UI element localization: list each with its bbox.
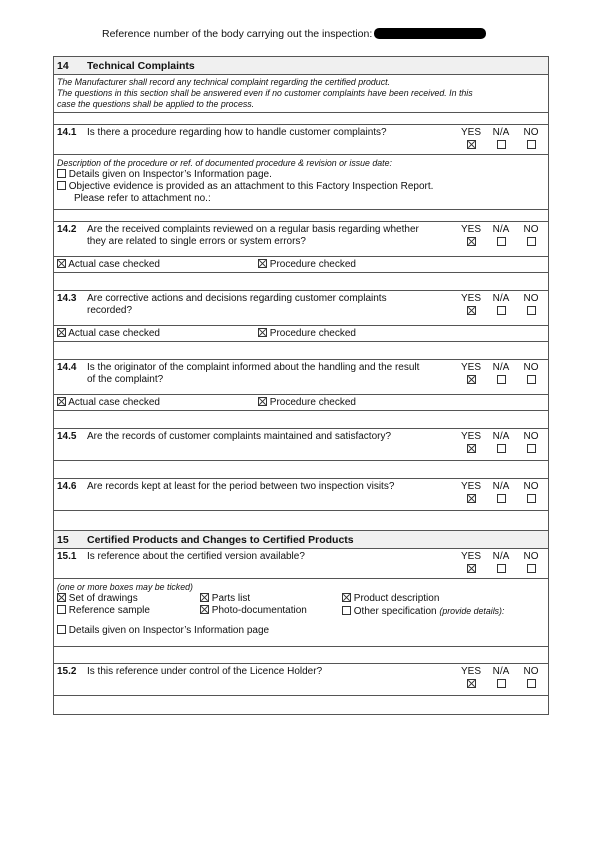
section-15-header <box>54 531 548 549</box>
question-text <box>57 362 457 386</box>
question-text <box>57 224 457 248</box>
question-text <box>57 666 457 678</box>
check-type-row <box>54 257 548 273</box>
yes-checkbox[interactable] <box>467 444 476 453</box>
blank-row <box>54 647 548 664</box>
check-type-row <box>54 326 548 342</box>
set-of-drawings-checkbox[interactable] <box>57 593 66 602</box>
other-specification-checkbox[interactable] <box>342 606 351 615</box>
procedure-label: Procedure checked <box>269 259 356 270</box>
parts-list-checkbox[interactable] <box>200 593 209 602</box>
question-number: 14.5 <box>57 431 77 442</box>
procedure-checkbox[interactable] <box>258 259 267 268</box>
question-text <box>57 481 457 493</box>
question-14-6 <box>54 479 548 511</box>
question-number: 15.1 <box>57 551 77 562</box>
evidence-checkbox[interactable] <box>57 181 66 190</box>
question-number: 14.2 <box>57 224 77 235</box>
blank-row <box>54 210 548 222</box>
question-label: Is the originator of the complaint informed about the handling and the result <box>87 362 420 373</box>
na-header: N/A <box>492 481 510 492</box>
answer-options <box>456 666 548 696</box>
reference-sample-label: Reference sample <box>68 605 150 616</box>
yes-header: YES <box>460 293 481 304</box>
yes-header: YES <box>460 362 481 373</box>
question-label: Are the received complaints reviewed on a regular basis regarding whether <box>87 224 419 235</box>
description-label: Description of the procedure or ref. of documented procedure & revision or issue date: <box>57 158 392 168</box>
details-checkbox[interactable] <box>57 169 66 178</box>
blank-row <box>54 511 548 531</box>
question-text <box>57 127 457 139</box>
product-description-checkbox[interactable] <box>342 593 351 602</box>
actual-case-label: Actual case checked <box>68 397 160 408</box>
yes-checkbox[interactable] <box>467 564 476 573</box>
blank-row <box>54 273 548 291</box>
no-checkbox[interactable] <box>527 494 536 503</box>
question-14-3 <box>54 291 548 326</box>
no-checkbox[interactable] <box>527 237 536 246</box>
question-14-2 <box>54 222 548 257</box>
no-header: NO <box>523 293 539 304</box>
yes-header: YES <box>460 431 481 442</box>
yes-checkbox[interactable] <box>467 140 476 149</box>
na-checkbox[interactable] <box>497 679 506 688</box>
section-number: 15 <box>57 534 69 546</box>
no-header: NO <box>523 431 539 442</box>
na-checkbox[interactable] <box>497 237 506 246</box>
details-given-checkbox[interactable] <box>57 625 66 634</box>
question-number: 14.6 <box>57 481 77 492</box>
question-text <box>57 431 457 443</box>
question-label: Are the records of customer complaints maintained and satisfactory? <box>87 431 392 442</box>
na-checkbox[interactable] <box>497 140 506 149</box>
blank-row <box>54 696 548 714</box>
no-checkbox[interactable] <box>527 306 536 315</box>
actual-case-checkbox[interactable] <box>57 397 66 406</box>
question-text <box>57 551 457 563</box>
na-header: N/A <box>492 293 510 304</box>
question-number: 15.2 <box>57 666 77 677</box>
answer-options <box>456 362 548 392</box>
question-14-1 <box>54 125 548 155</box>
na-checkbox[interactable] <box>497 306 506 315</box>
question-14-4 <box>54 360 548 395</box>
procedure-checkbox[interactable] <box>258 397 267 406</box>
na-checkbox[interactable] <box>497 444 506 453</box>
actual-case-label: Actual case checked <box>68 259 160 270</box>
procedure-description <box>54 155 548 210</box>
actual-case-label: Actual case checked <box>68 328 160 339</box>
question-text <box>57 293 457 317</box>
question-label-cont: of the complaint? <box>87 374 164 385</box>
provide-details-note: (provide details): <box>439 606 505 616</box>
reference-options <box>54 579 548 647</box>
answer-options <box>456 293 548 323</box>
yes-checkbox[interactable] <box>467 679 476 688</box>
procedure-checkbox[interactable] <box>258 328 267 337</box>
na-checkbox[interactable] <box>497 494 506 503</box>
answer-options <box>456 224 548 254</box>
section-14-header <box>54 57 548 75</box>
reference-number-line <box>102 28 486 40</box>
set-of-drawings-label: Set of drawings <box>68 593 138 604</box>
parts-list-label: Parts list <box>211 593 251 604</box>
check-type-row <box>54 395 548 411</box>
yes-header: YES <box>460 666 481 677</box>
inspection-form <box>53 56 549 715</box>
question-label: Is reference about the certified version available? <box>87 551 305 562</box>
product-description-label: Product description <box>353 593 440 604</box>
no-checkbox[interactable] <box>527 140 536 149</box>
yes-checkbox[interactable] <box>467 375 476 384</box>
photo-documentation-label: Photo-documentation <box>211 605 307 616</box>
section-title: Technical Complaints <box>87 60 195 72</box>
details-label: Details given on Inspector’s Information page. <box>68 169 272 180</box>
no-header: NO <box>523 127 539 138</box>
reference-label: Reference number of the body carrying out the inspection: <box>102 28 373 40</box>
answer-options <box>456 127 548 157</box>
na-checkbox[interactable] <box>497 564 506 573</box>
actual-case-checkbox[interactable] <box>57 328 66 337</box>
actual-case-checkbox[interactable] <box>57 259 66 268</box>
question-number: 14.1 <box>57 127 77 138</box>
no-header: NO <box>523 362 539 373</box>
note-line: case the questions shall be applied to the process. <box>57 99 255 109</box>
question-14-5 <box>54 429 548 461</box>
na-header: N/A <box>492 224 510 235</box>
note-line: The questions in this section shall be answered even if no customer complaints have been received. In this <box>57 88 473 98</box>
redacted-reference-number <box>374 28 486 39</box>
no-checkbox[interactable] <box>527 679 536 688</box>
tick-note: (one or more boxes may be ticked) <box>57 582 193 592</box>
yes-checkbox[interactable] <box>467 494 476 503</box>
question-15-1 <box>54 549 548 579</box>
answer-options <box>456 431 548 461</box>
section-number: 14 <box>57 60 69 72</box>
question-number: 14.3 <box>57 293 77 304</box>
question-number: 14.4 <box>57 362 77 373</box>
no-header: NO <box>523 224 539 235</box>
yes-header: YES <box>460 224 481 235</box>
details-given-label: Details given on Inspector’s Information page <box>68 625 270 636</box>
blank-row <box>54 461 548 479</box>
yes-checkbox[interactable] <box>467 306 476 315</box>
photo-documentation-checkbox[interactable] <box>200 605 209 614</box>
yes-header: YES <box>460 127 481 138</box>
yes-header: YES <box>460 551 481 562</box>
blank-row <box>54 411 548 429</box>
na-header: N/A <box>492 666 510 677</box>
section-title: Certified Products and Changes to Certified Products <box>87 534 354 546</box>
attachment-label: Please refer to attachment no.: <box>74 193 211 204</box>
yes-checkbox[interactable] <box>467 237 476 246</box>
no-header: NO <box>523 666 539 677</box>
no-header: NO <box>523 551 539 562</box>
procedure-label: Procedure checked <box>269 328 356 339</box>
evidence-label: Objective evidence is provided as an attachment to this Factory Inspection Report. <box>68 181 434 192</box>
answer-options <box>456 481 548 511</box>
no-checkbox[interactable] <box>527 564 536 573</box>
question-label: Is there a procedure regarding how to handle customer complaints? <box>87 127 387 138</box>
yes-header: YES <box>460 481 481 492</box>
answer-options <box>456 551 548 581</box>
na-checkbox[interactable] <box>497 375 506 384</box>
na-header: N/A <box>492 431 510 442</box>
note-line: The Manufacturer shall record any technical complaint regarding the certified product. <box>57 77 390 87</box>
other-specification-label: Other specification <box>353 606 437 617</box>
question-label: Are records kept at least for the period between two inspection visits? <box>87 481 395 492</box>
question-label-cont: recorded? <box>87 305 133 316</box>
no-checkbox[interactable] <box>527 375 536 384</box>
section-14-note <box>54 75 548 113</box>
question-label: Is this reference under control of the Licence Holder? <box>87 666 323 677</box>
procedure-label: Procedure checked <box>269 397 356 408</box>
question-15-2 <box>54 664 548 696</box>
question-label-cont: they are related to single errors or system errors? <box>87 236 306 247</box>
reference-sample-checkbox[interactable] <box>57 605 66 614</box>
na-header: N/A <box>492 362 510 373</box>
no-checkbox[interactable] <box>527 444 536 453</box>
blank-row <box>54 113 548 125</box>
blank-row <box>54 342 548 360</box>
no-header: NO <box>523 481 539 492</box>
na-header: N/A <box>492 127 510 138</box>
question-label: Are corrective actions and decisions regarding customer complaints <box>87 293 387 304</box>
na-header: N/A <box>492 551 510 562</box>
